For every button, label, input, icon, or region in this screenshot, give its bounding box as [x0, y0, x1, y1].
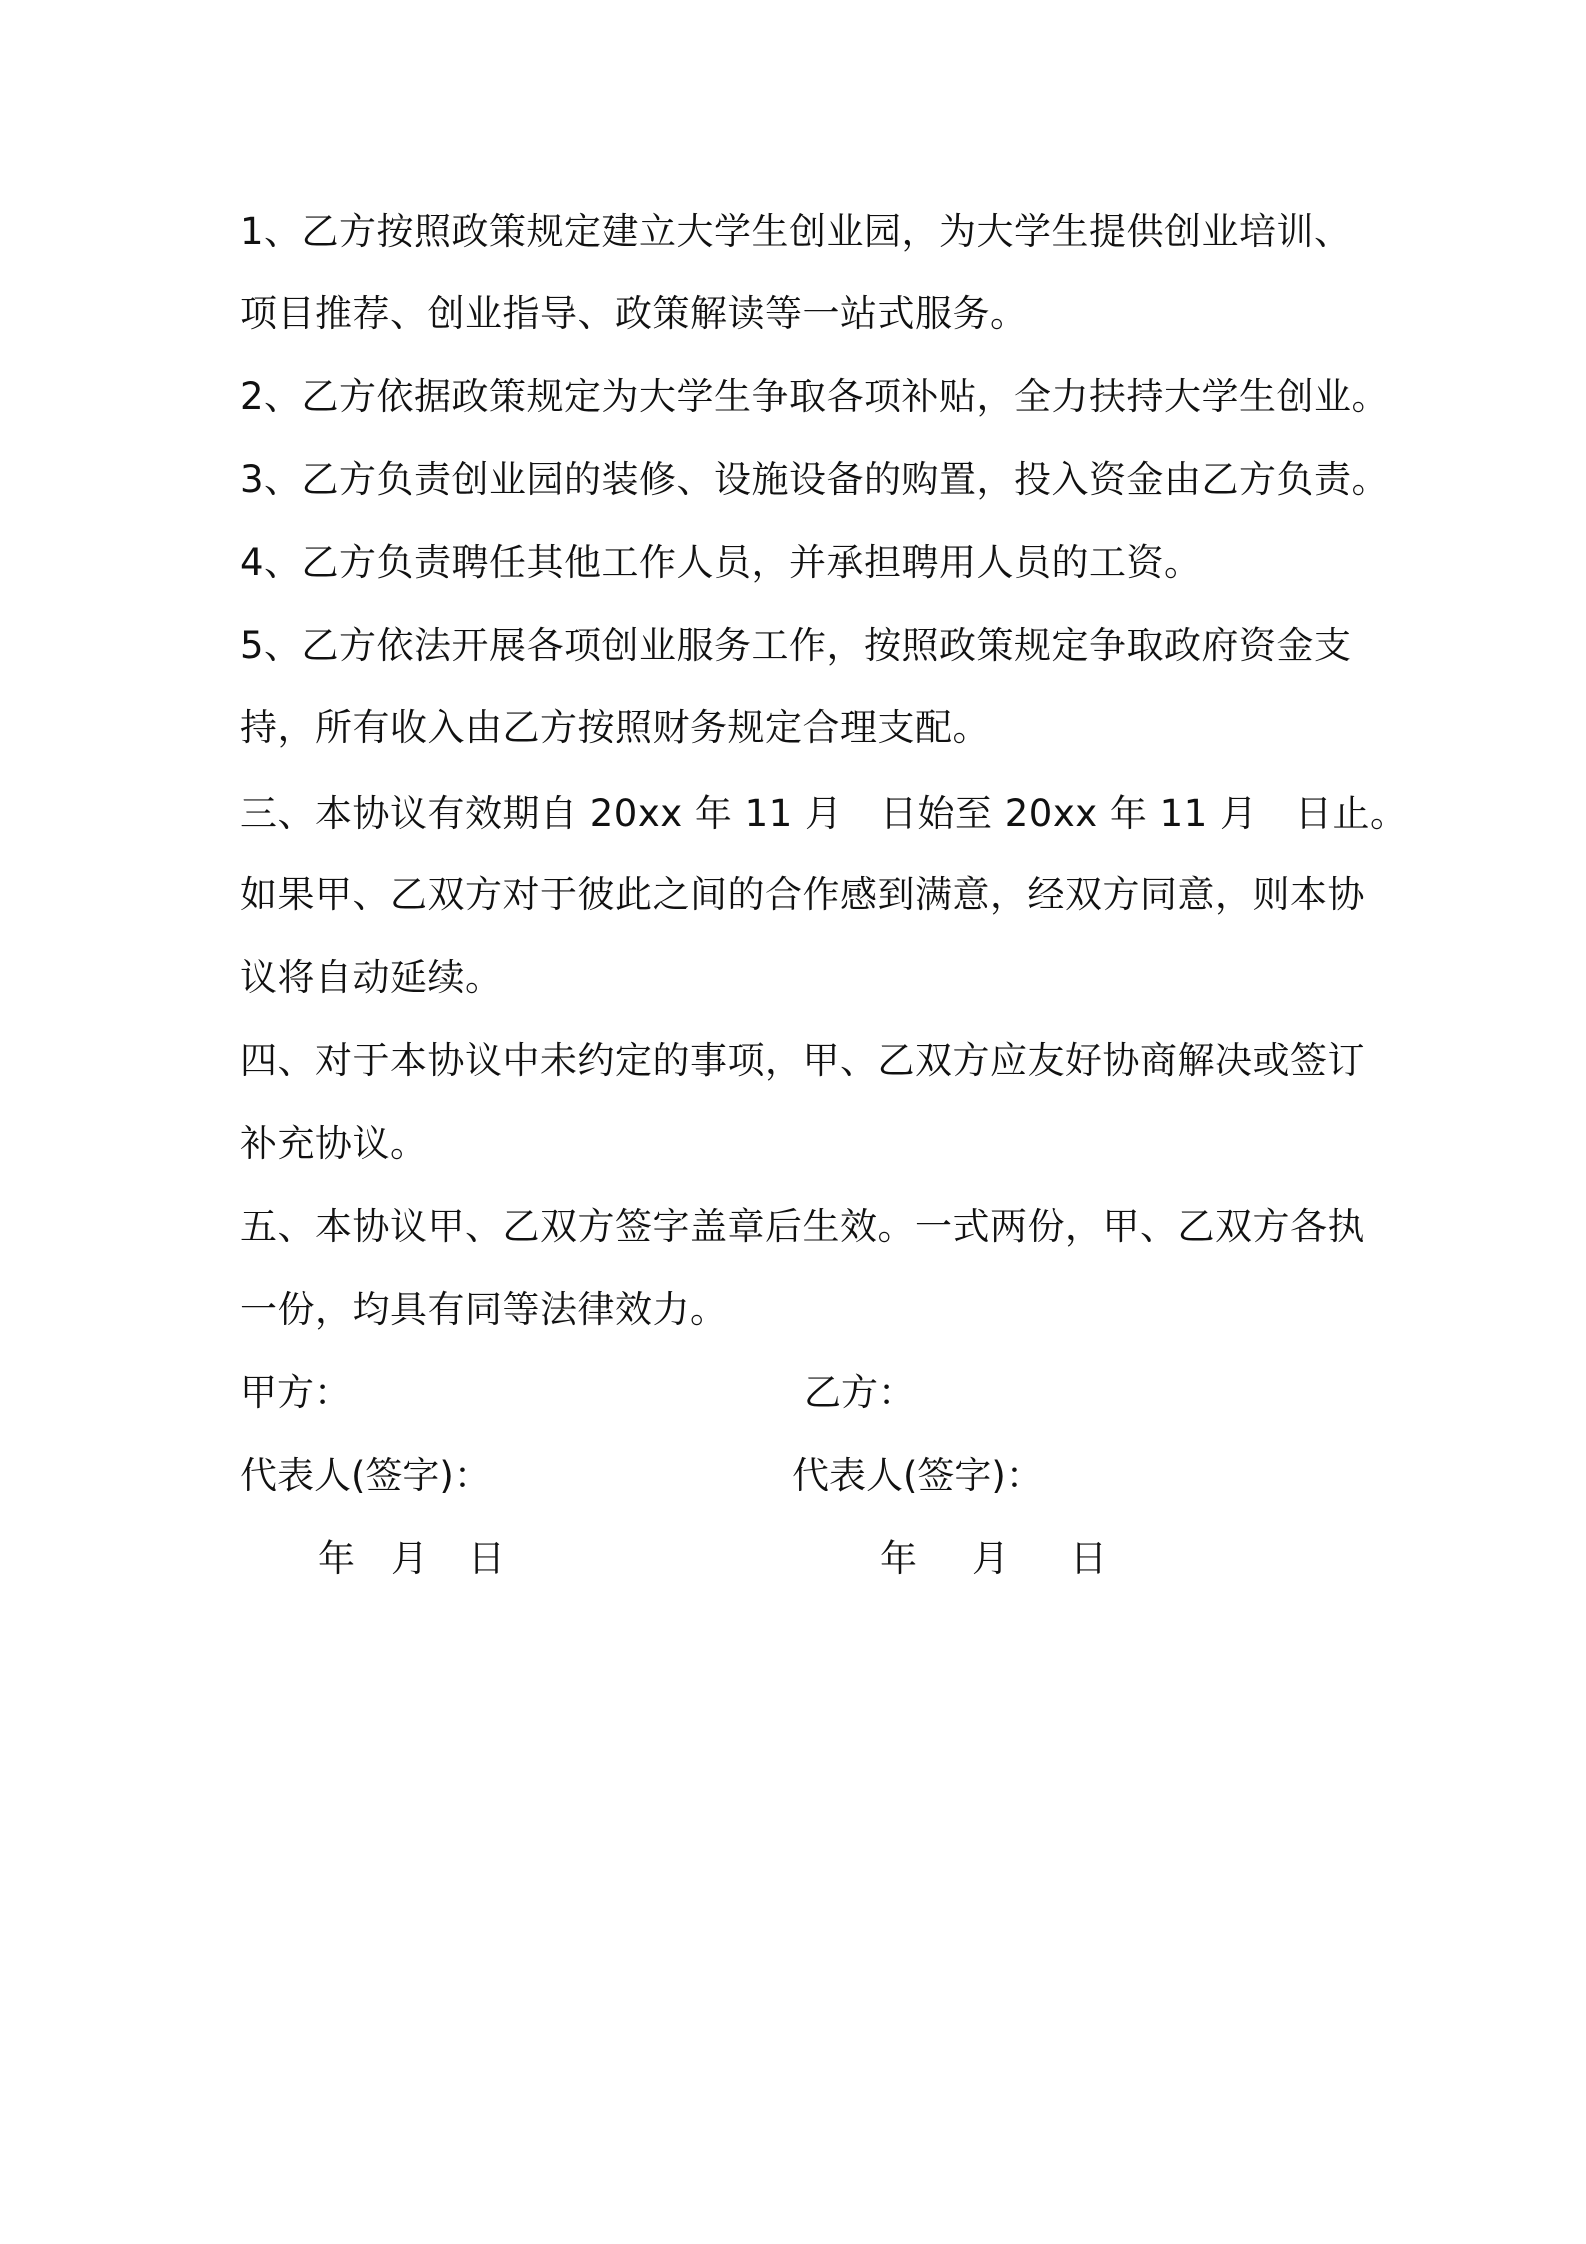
- representative-a-label: 代表人(签字)：: [240, 1454, 491, 1497]
- date-day-b: 日: [1070, 1537, 1107, 1580]
- party-b-label: 乙方：: [804, 1371, 915, 1414]
- representative-b-label: 代表人(签字)：: [792, 1454, 1043, 1497]
- party-a-label: 甲方：: [240, 1371, 351, 1414]
- paragraph-line: 如果甲、乙双方对于彼此之间的合作感到满意，经双方同意，则本协: [240, 873, 1365, 916]
- paragraph-line: 5、乙方依法开展各项创业服务工作，按照政策规定争取政府资金支: [240, 624, 1352, 667]
- paragraph-line: 一份，均具有同等法律效力。: [240, 1288, 728, 1331]
- date-month-a: 月: [391, 1537, 428, 1580]
- paragraph-line: 1、乙方按照政策规定建立大学生创业园，为大学生提供创业培训、: [240, 210, 1352, 253]
- paragraph-line: 四、对于本协议中未约定的事项，甲、乙双方应友好协商解决或签订: [240, 1039, 1365, 1082]
- paragraph-line: 三、本协议有效期自 20xx 年 11 月 日始至 20xx 年 11 月 日止。: [240, 792, 1408, 835]
- date-month-b: 月: [972, 1537, 1009, 1580]
- date-year-b: 年: [880, 1537, 917, 1580]
- paragraph-line: 项目推荐、创业指导、政策解读等一站式服务。: [240, 292, 1028, 335]
- paragraph-line: 议将自动延续。: [240, 956, 503, 999]
- paragraph-line: 五、本协议甲、乙双方签字盖章后生效。一式两份，甲、乙双方各执: [240, 1205, 1365, 1248]
- date-year-a: 年: [318, 1537, 355, 1580]
- paragraph-line: 补充协议。: [240, 1122, 428, 1165]
- paragraph-line: 4、乙方负责聘任其他工作人员，并承担聘用人员的工资。: [240, 541, 1202, 584]
- paragraph-line: 2、乙方依据政策规定为大学生争取各项补贴，全力扶持大学生创业。: [240, 375, 1390, 418]
- date-day-a: 日: [468, 1537, 505, 1580]
- paragraph-line: 3、乙方负责创业园的装修、设施设备的购置，投入资金由乙方负责。: [240, 458, 1390, 501]
- paragraph-line: 持，所有收入由乙方按照财务规定合理支配。: [240, 706, 990, 749]
